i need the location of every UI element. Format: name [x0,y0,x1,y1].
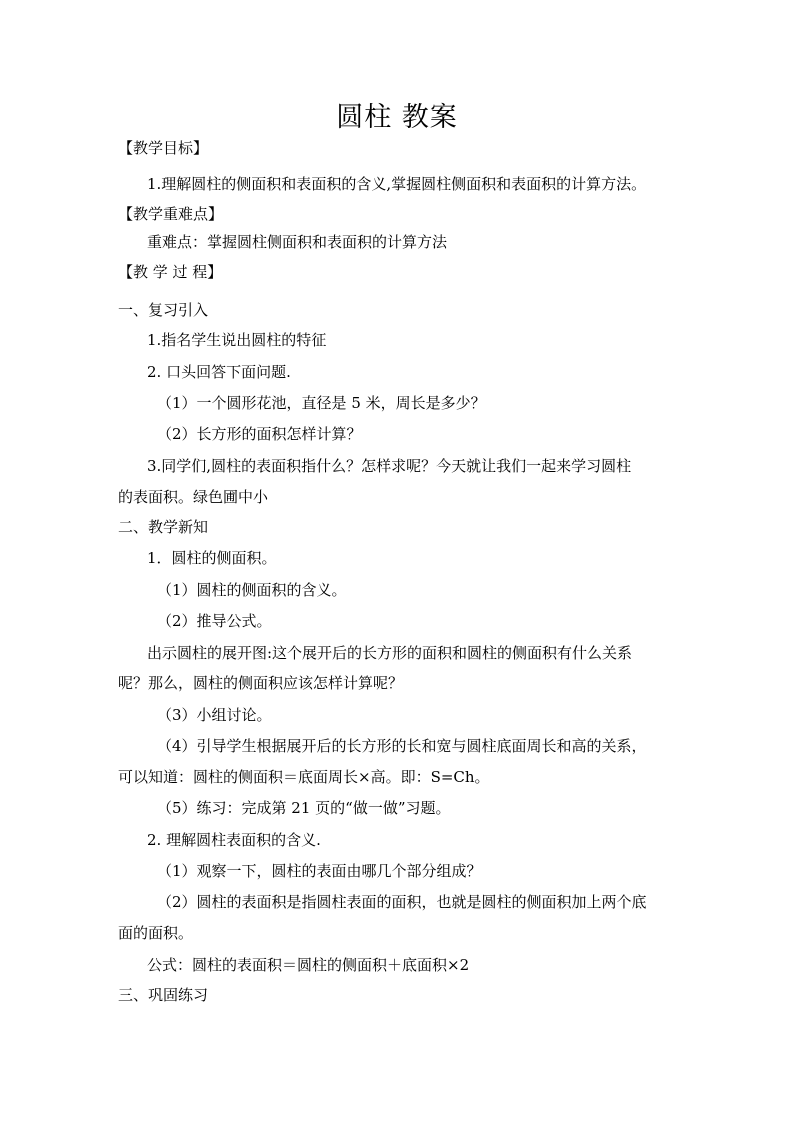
section-heading-process: 【教 学 过 程】 [118,263,223,281]
paragraph-new-1-item2: （2）推导公式。 [157,612,272,630]
paragraph-new-1-item4-line1: （4）引导学生根据展开后的长方形的长和宽与圆柱底面周长和高的关系， [157,737,647,755]
paragraph-objective-1: 1.理解圆柱的侧面积和表面积的含义,掌握圆柱侧面积和表面积的计算方法。 [147,175,647,193]
section-heading-practice: 三、巩固练习 [118,986,209,1004]
section-heading-key-points: 【教学重难点】 [118,205,224,223]
section-heading-review: 一、复习引入 [118,301,209,319]
paragraph-review-2-q2: （2）长方形的面积怎样计算？ [157,425,362,443]
section-heading-new-content: 二、教学新知 [118,518,209,536]
paragraph-review-3-line2: 的表面积。绿色圃中小 [118,488,269,506]
paragraph-review-1: 1.指名学生说出圆柱的特征 [147,331,327,349]
paragraph-new-1-item5: （5）练习：完成第 21 页的“做一做”习题。 [157,799,451,817]
paragraph-new-2: 2. 理解圆柱表面积的含义. [147,831,321,849]
paragraph-review-2: 2. 口头回答下面问题. [147,363,291,381]
paragraph-new-2-item2-line2: 面的面积。 [118,924,194,942]
paragraph-review-2-q1: （1）一个圆形花池，直径是 5 米，周长是多少？ [157,394,486,412]
document-title: 圆柱 教案 [336,102,458,133]
paragraph-new-2-item2-line1: （2）圆柱的表面积是指圆柱表面的面积，也就是圆柱的侧面积加上两个底 [157,893,647,911]
paragraph-unfold-line1: 出示圆柱的展开图:这个展开后的长方形的面积和圆柱的侧面积有什么关系 [147,644,633,662]
paragraph-unfold-line2: 呢？那么，圆柱的侧面积应该怎样计算呢？ [118,674,404,692]
paragraph-new-1: 1．圆柱的侧面积。 [147,549,277,567]
section-heading-objectives: 【教学目标】 [118,139,209,157]
paragraph-new-1-item3: （3）小组讨论。 [157,706,272,724]
paragraph-formula: 公式：圆柱的表面积＝圆柱的侧面积＋底面积×2 [147,956,470,974]
paragraph-key-points: 重难点：掌握圆柱侧面积和表面积的计算方法 [147,233,448,251]
paragraph-new-1-item4-line2: 可以知道：圆柱的侧面积＝底面周长×高。即：S=Ch。 [118,768,490,786]
paragraph-new-2-item1: （1）观察一下，圆柱的表面由哪几个部分组成？ [157,862,482,880]
paragraph-review-3-line1: 3.同学们,圆柱的表面积指什么？怎样求呢？今天就让我们一起来学习圆柱 [147,457,632,475]
paragraph-new-1-item1: （1）圆柱的侧面积的含义。 [157,581,347,599]
